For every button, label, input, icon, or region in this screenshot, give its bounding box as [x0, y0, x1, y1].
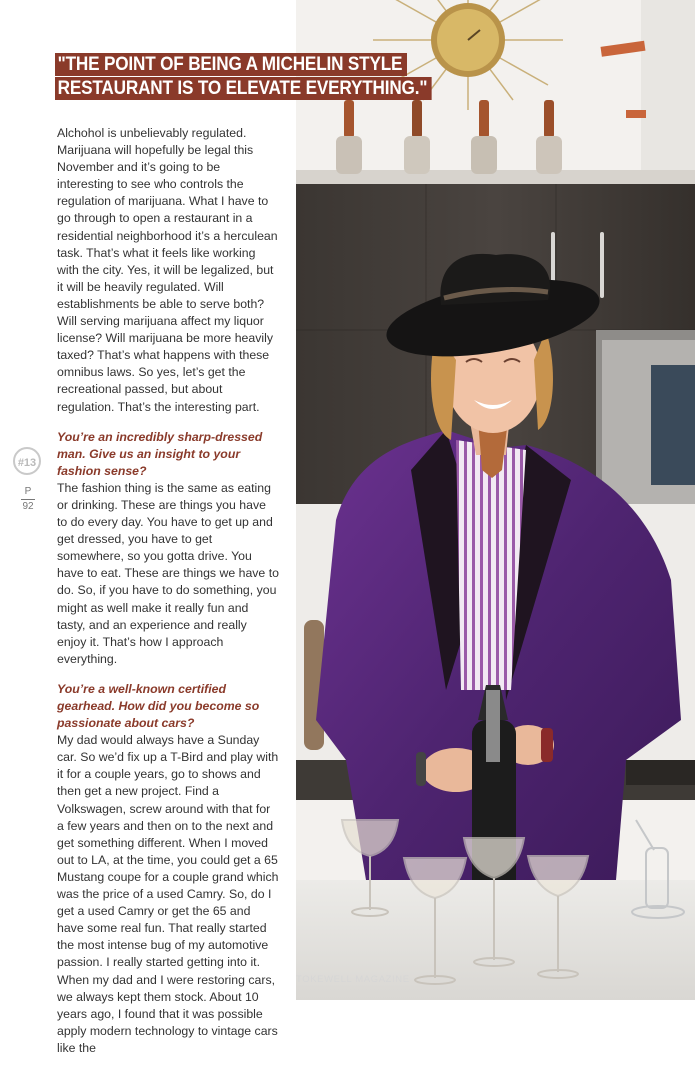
page-number: 92 — [22, 501, 34, 512]
article-body — [57, 125, 279, 1070]
intro-paragraph: Alchohol is unbelievably regulated. Marijuana will hopefully be legal this November and it’s going to be interesting to see who controls the regulation of marijuana. What I have to go through to open a restaurant in a residential neighborhood it’s a herculean task. That’s what it feels like working with the city. Yes, it will be legalized, but it will be heavily regulated. Will establishments be able to serve both? Will serving marijuana affect my liquor license? Will marijuana be more heavily taxed? That’s what happens with these omnibus laws. So yes, let’s get the recreational passed, but about regulation. That’s the interesting part. — [57, 126, 278, 414]
magazine-footer: TOKEWELL MAGAZINE — [296, 974, 410, 985]
issue-badge: #13 — [13, 447, 41, 475]
question-cars: You’re a well-known certified gearhead. How did you become so passionate about cars? — [57, 681, 260, 731]
pull-quote-line-2: RESTAURANT IS TO ELEVATE EVERYTHING." — [55, 77, 432, 100]
answer-cars: My dad would always have a Sunday car. So we’d fix up a T-Bird and play with it for a couple years, go to shows and then get a new project. Find a Volkswagen, screw around with that for a few years and then on to the next and get something different. When I moved out to LA, at the time, you could get a 65 Mustang coupe for a couple grand which was the price of a used Camry. So, do I get a used Camry or get the 65 and have some real fun. That really started the most intense bug of my automotive passion. I really started getting into it. When my dad and I were restoring cars, we always kept them stock. About 10 years ago, I found that it was possible apply modern technology to vintage cars like the — [57, 733, 279, 1055]
page-divider — [21, 499, 35, 500]
pull-quote — [55, 53, 428, 101]
text-column — [0, 0, 296, 1055]
question-fashion: You’re an incredibly sharp-dressed man. Give us an insight to your fashion sense? — [57, 429, 263, 478]
pull-quote-line-1: "THE POINT OF BEING A MICHELIN STYLE — [55, 53, 407, 76]
answer-fashion: The fashion thing is the same as eating or drinking. These are things you have to do every day. You have to get up and get dressed, you have to get somewhere, so you gotta drive. You have to eat. These are things we have to do. So, if you have to do something, you might as well make it really fun and tasty, and an experience and really enjoy it. That’s how I approach everything. — [57, 480, 279, 666]
page-letter: P — [24, 486, 32, 497]
portrait-photo — [296, 0, 695, 1000]
page-number-label — [20, 486, 36, 513]
